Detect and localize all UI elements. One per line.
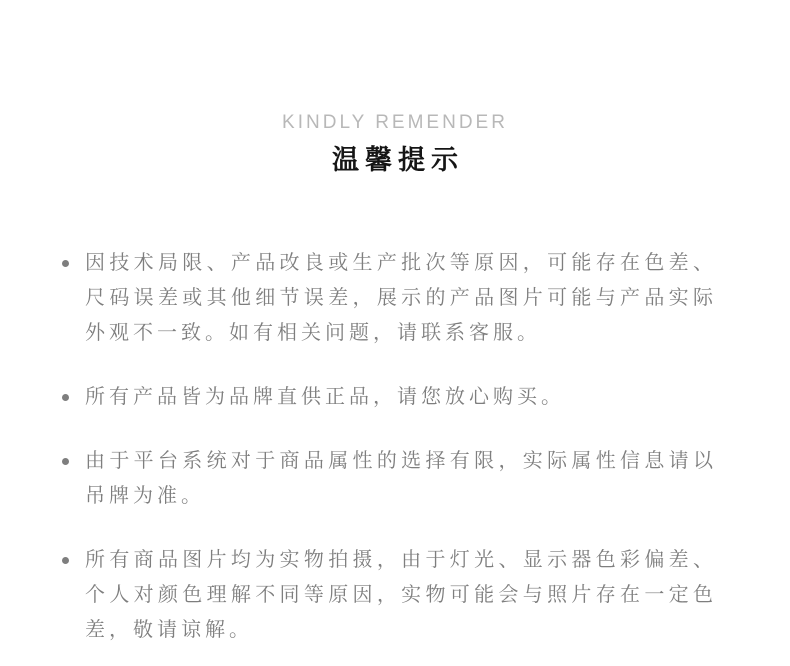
page-title: 温馨提示 — [332, 145, 464, 175]
reminder-header — [0, 0, 790, 176]
reminder-subtitle: KINDLY REMENDER — [282, 112, 508, 133]
notice-text: 因技术局限、产品改良或生产批次等原因，可能存在色差、尺码误差或其他细节误差，展示的产品图片可能与产品实际外观不一致。如有相关问题，请联系客服。 — [85, 252, 717, 344]
notice-item — [62, 380, 717, 415]
notice-text: 所有产品皆为品牌直供正品，请您放心购买。 — [85, 386, 565, 408]
notice-text: 由于平台系统对于商品属性的选择有限，实际属性信息请以吊牌为准。 — [85, 450, 717, 507]
notice-item — [62, 543, 717, 648]
notice-item — [62, 444, 717, 514]
bullet-dot-icon — [62, 260, 69, 267]
notice-text: 所有商品图片均为实物拍摄，由于灯光、显示器色彩偏差、个人对颜色理解不同等原因，实物可能会与照片存在一定色差，敬请谅解。 — [85, 549, 717, 641]
notice-list — [62, 246, 722, 648]
notice-item — [62, 246, 717, 351]
bullet-dot-icon — [62, 557, 69, 564]
bullet-dot-icon — [62, 458, 69, 465]
bullet-dot-icon — [62, 394, 69, 401]
